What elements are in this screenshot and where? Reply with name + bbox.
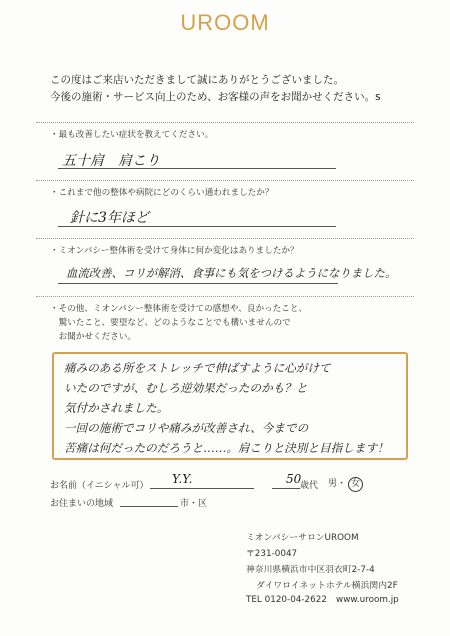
question-1-answer: 五十肩 肩こり — [62, 153, 160, 169]
feedback-line-1: 痛みのある所をストレッチで伸ばすように心がけて — [64, 361, 331, 375]
intro-text — [50, 72, 381, 106]
feedback-line-3: 気付かされました。 — [64, 401, 169, 415]
answer-underline — [58, 226, 336, 227]
gender-options — [328, 476, 363, 492]
divider — [36, 122, 414, 123]
question-2-answer: 針に3年ほど — [70, 210, 149, 226]
gender-separator: ・ — [337, 479, 347, 489]
shop-building: ダイワロイネットホテル横浜関内2F — [256, 581, 398, 591]
name-label: お名前（イニシャル可） — [50, 481, 149, 491]
feedback-label-3: お聞かせください。 — [50, 332, 136, 342]
question-2-label: ・これまで他の整体や病院にどのくらい通われましたか？ — [50, 188, 274, 198]
answer-underline — [58, 283, 338, 284]
name-underline — [150, 488, 254, 489]
age-underline — [272, 488, 300, 489]
intro-line-2: 今後の施術・サービス向上のため、お客様の声をお聞かせください。s — [50, 91, 381, 103]
intro-line-1: この度はご来店いただきまして誠にありがとうございました。 — [50, 74, 344, 86]
area-label: お住まいの地域 — [50, 499, 114, 509]
divider — [36, 238, 414, 239]
feedback-box — [52, 352, 408, 460]
question-3-label: ・ミオンパシー整体術を受けて身体に何か変化はありましたか？ — [50, 246, 299, 256]
feedback-line-5: 苦痛は何だったのだろうと……。肩こりと決別と目指します！ — [64, 441, 389, 455]
feedback-line-2: いたのですが、むしろ逆効果だったのかも？と — [64, 381, 308, 395]
shop-web: www.uroom.jp — [336, 595, 399, 605]
divider — [36, 296, 414, 297]
shop-address: 神奈川県横浜市中区羽衣町2-7-4 — [246, 565, 375, 575]
feedback-label-2: 驚いたこと、要望など、どのようなことでも構いませんので — [50, 318, 291, 328]
area-underline — [120, 506, 178, 507]
feedback-label-1: ・その他、ミオンパシー整体術を受けての感想や、良かったこと、 — [50, 304, 308, 314]
feedback-line-4: 一回の施術でコリや痛みが改善され、今までの — [64, 421, 309, 435]
name-value: Y.Y. — [172, 472, 193, 486]
question-1-label: ・最も改善したい症状を教えてください。 — [50, 130, 214, 140]
gender-male: 男 — [328, 479, 338, 489]
gender-female-circled: 女 — [348, 477, 363, 492]
age-value: 50 — [286, 472, 302, 486]
divider — [36, 180, 414, 181]
answer-underline — [58, 168, 336, 169]
age-suffix: 歳代 — [300, 481, 319, 491]
shop-postal: 〒231-0047 — [246, 549, 298, 559]
shop-tel: TEL 0120-04-2622 — [246, 595, 327, 605]
question-3-answer: 血流改善、コリが解消、食事にも気をつけるようになりました。 — [66, 266, 397, 280]
shop-name: ミオンパシーサロンUROOM — [246, 533, 359, 543]
brand-logo: UROOM — [180, 10, 270, 35]
area-suffix: 市・区 — [180, 499, 208, 509]
